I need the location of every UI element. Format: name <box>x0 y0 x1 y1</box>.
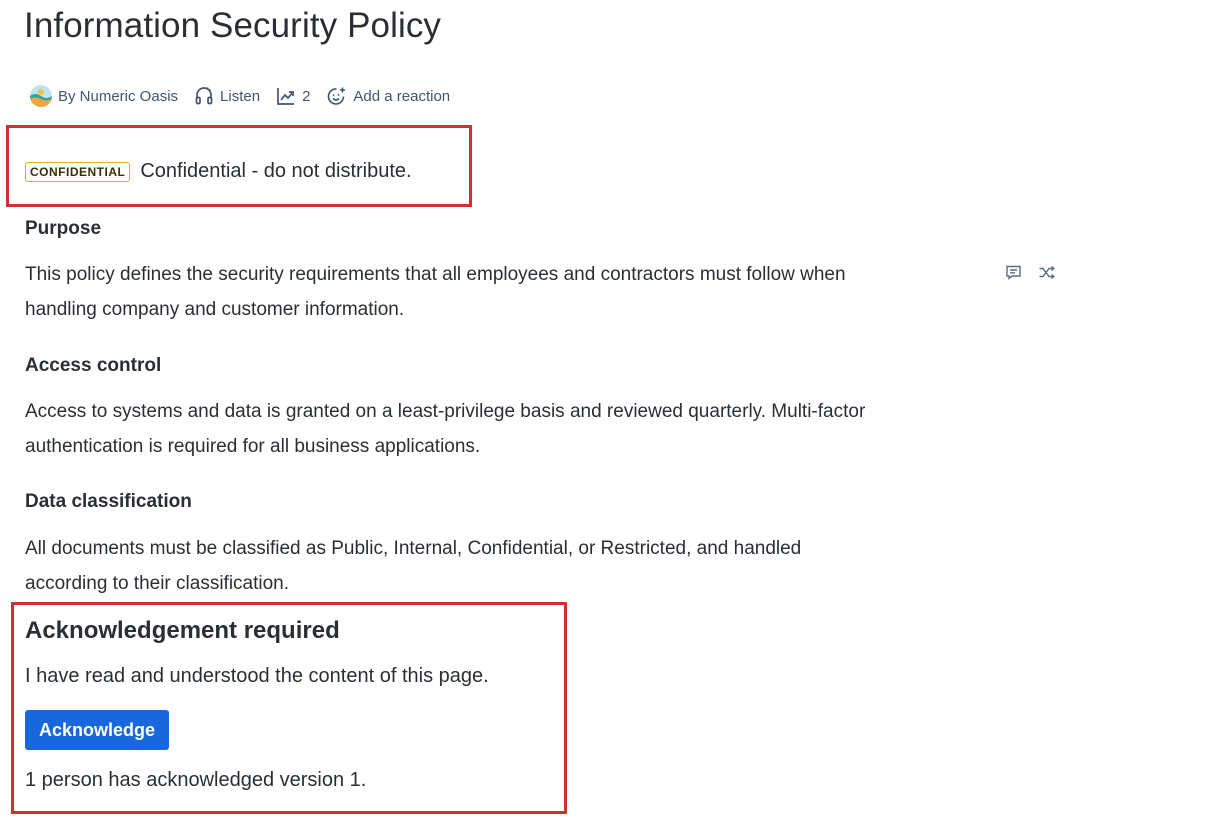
views-count: 2 <box>302 87 311 105</box>
inline-tools <box>1005 264 1056 286</box>
author-link[interactable] <box>30 85 178 107</box>
paragraph-line: authentication is required for all business applications. <box>25 436 481 457</box>
section-body-access-control <box>25 394 865 464</box>
add-reaction-icon <box>326 86 347 107</box>
comment-icon[interactable] <box>1005 264 1022 286</box>
section-heading-access-control: Access control <box>25 355 162 376</box>
page-views[interactable] <box>276 86 310 106</box>
shuffle-icon[interactable] <box>1038 264 1056 286</box>
acknowledgement-count: 1 person has acknowledged version 1. <box>25 769 367 791</box>
confidential-text: Confidential - do not distribute. <box>140 160 412 182</box>
add-reaction-button[interactable] <box>326 86 450 107</box>
acknowledge-button[interactable]: Acknowledge <box>25 710 169 750</box>
paragraph-line: handling company and customer information. <box>25 299 405 320</box>
paragraph-line: Access to systems and data is granted on a least-privilege basis and reviewed quarterly. Multi-factor <box>25 401 866 422</box>
section-body-data-classification <box>25 531 801 601</box>
paragraph-line: All documents must be classified as Public, Internal, Confidential, or Restricted, and handled <box>25 538 802 559</box>
section-body-purpose <box>25 257 846 327</box>
author-name: By Numeric Oasis <box>58 87 179 105</box>
confidential-badge: CONFIDENTIAL <box>25 162 130 182</box>
confidential-banner <box>25 160 412 183</box>
section-heading-data-classification: Data classification <box>25 491 192 512</box>
add-reaction-label: Add a reaction <box>353 87 451 105</box>
avatar <box>30 85 52 107</box>
headphones-icon <box>194 86 214 106</box>
trend-up-icon <box>276 86 296 106</box>
paragraph-line: according to their classification. <box>25 573 290 594</box>
paragraph-line: This policy defines the security requirements that all employees and contractors must follow when <box>25 264 846 285</box>
acknowledgement-title: Acknowledgement required <box>25 617 340 644</box>
byline <box>30 83 466 109</box>
listen-button[interactable] <box>194 86 260 106</box>
page-title: Information Security Policy <box>24 6 442 45</box>
acknowledgement-statement: I have read and understood the content of this page. <box>25 665 489 687</box>
section-heading-purpose: Purpose <box>25 218 102 239</box>
listen-label: Listen <box>220 87 261 105</box>
